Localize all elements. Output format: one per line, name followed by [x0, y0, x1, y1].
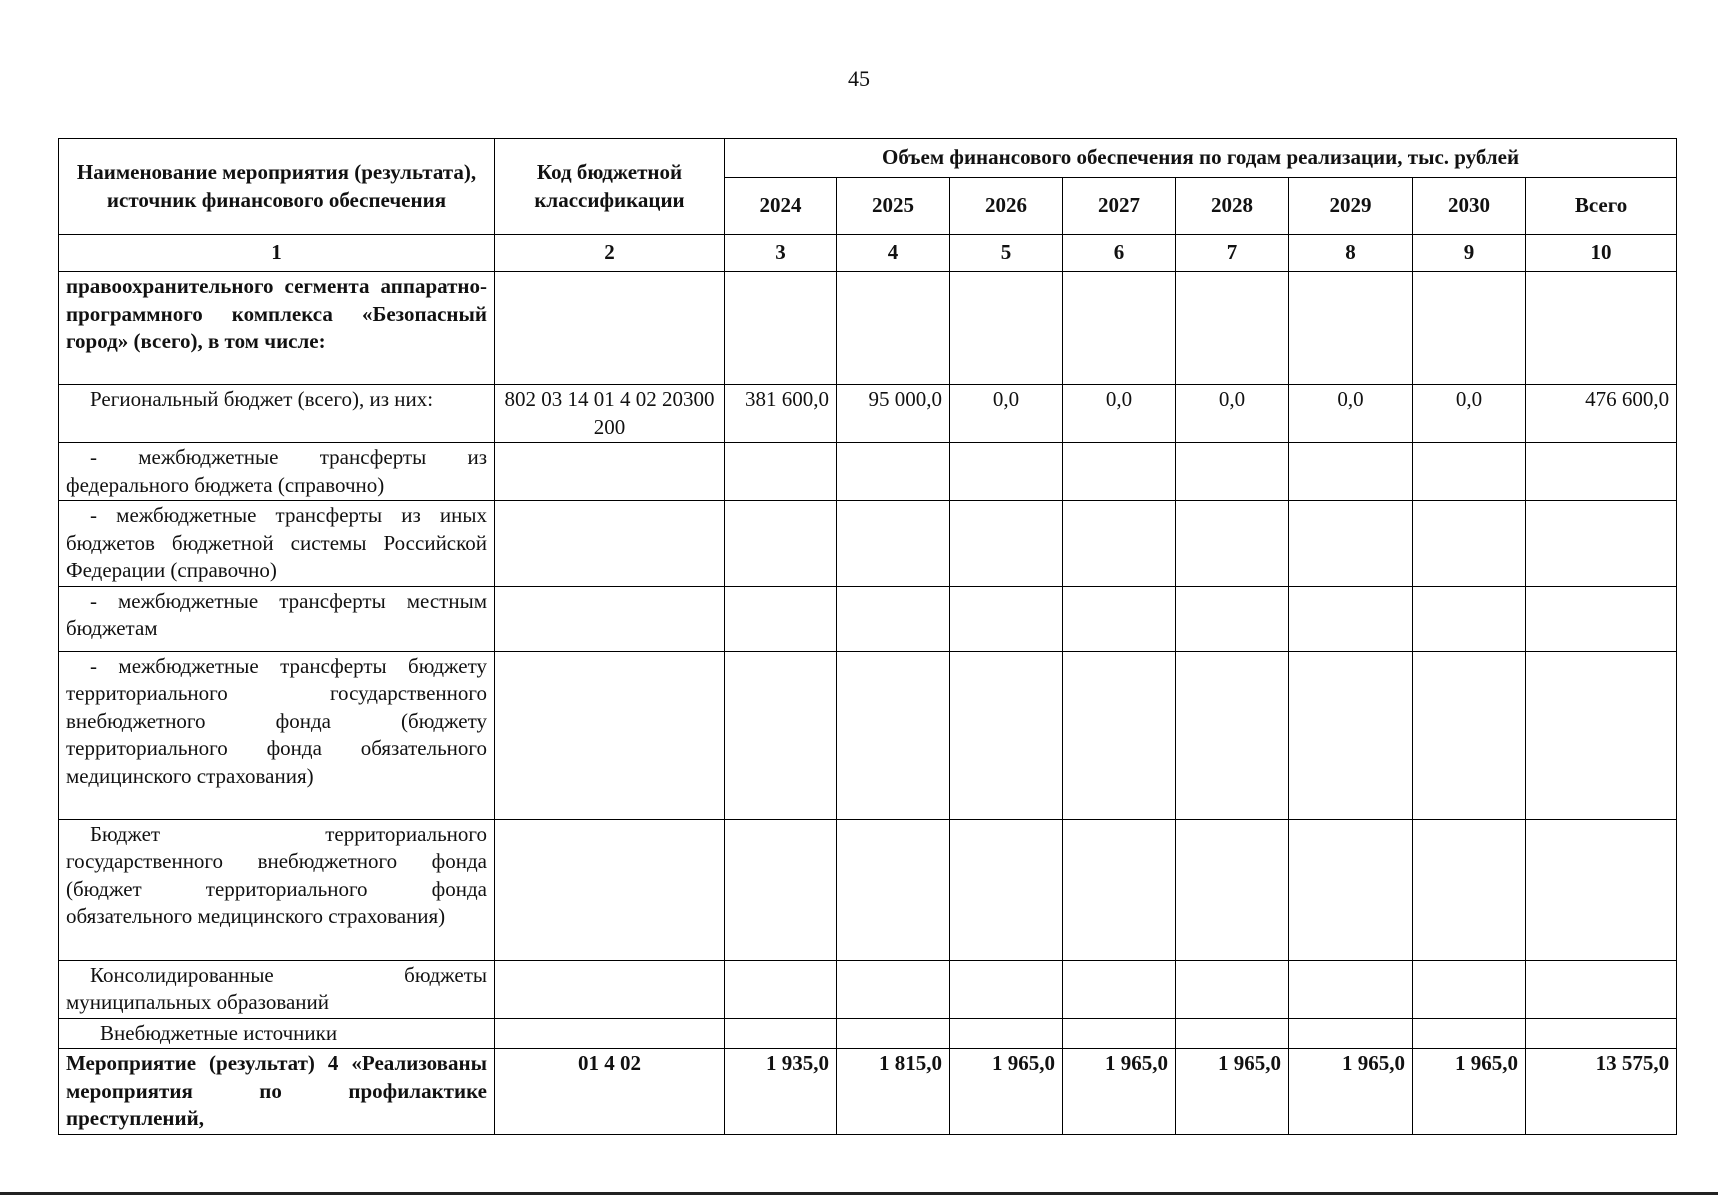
- row-code: [495, 272, 725, 385]
- scan-edge-line: [0, 1192, 1718, 1195]
- row-value: [837, 586, 950, 651]
- row-value: [1526, 1018, 1677, 1049]
- row-value: [1176, 819, 1289, 960]
- row-value: [1413, 960, 1526, 1018]
- row-code: [495, 443, 725, 501]
- table-row: [59, 1018, 1677, 1049]
- row-value: 1 815,0: [837, 1049, 950, 1135]
- row-name: Консолидированные бюджеты муниципальных образований: [59, 960, 495, 1018]
- row-value: [1063, 443, 1176, 501]
- row-value: 0,0: [1063, 385, 1176, 443]
- column-number: 8: [1289, 235, 1413, 272]
- table-row: [59, 651, 1677, 819]
- total-header: Всего: [1526, 178, 1677, 235]
- row-value: [725, 1018, 837, 1049]
- row-value: [1176, 960, 1289, 1018]
- row-value: 1 965,0: [1063, 1049, 1176, 1135]
- row-value: [1289, 651, 1413, 819]
- row-value: [1063, 651, 1176, 819]
- row-value: [1289, 819, 1413, 960]
- table-row: [59, 272, 1677, 385]
- row-value: 95 000,0: [837, 385, 950, 443]
- row-value: [1413, 443, 1526, 501]
- year-header: 2029: [1289, 178, 1413, 235]
- row-value: [725, 819, 837, 960]
- row-value: 13 575,0: [1526, 1049, 1677, 1135]
- table-row: [59, 819, 1677, 960]
- table-row: [59, 1049, 1677, 1135]
- row-value: [837, 443, 950, 501]
- row-value: [1526, 586, 1677, 651]
- row-name: - межбюджетные трансферты местным бюджетам: [59, 586, 495, 651]
- year-header: 2027: [1063, 178, 1176, 235]
- row-value: [1413, 586, 1526, 651]
- row-value: 0,0: [1289, 385, 1413, 443]
- row-value: 0,0: [950, 385, 1063, 443]
- row-value: 1 965,0: [1289, 1049, 1413, 1135]
- column-number: 1: [59, 235, 495, 272]
- header-row: [59, 139, 1677, 178]
- row-value: [1176, 651, 1289, 819]
- row-value: [1526, 960, 1677, 1018]
- row-value: [1413, 1018, 1526, 1049]
- row-value: [837, 819, 950, 960]
- table-row: [59, 501, 1677, 587]
- row-name: - межбюджетные трансферты из иных бюджетов бюджетной системы Российской Федерации (справочно): [59, 501, 495, 587]
- row-value: [950, 1018, 1063, 1049]
- column-number: 10: [1526, 235, 1677, 272]
- row-value: [1176, 1018, 1289, 1049]
- row-value: [725, 501, 837, 587]
- row-value: [1176, 501, 1289, 587]
- row-value: [725, 960, 837, 1018]
- year-header: 2024: [725, 178, 837, 235]
- row-name: правоохранительного сегмента аппаратно-программного комплекса «Безопасный город» (всего), в том числе:: [59, 272, 495, 385]
- row-value: 0,0: [1413, 385, 1526, 443]
- row-code: [495, 651, 725, 819]
- row-value: [1413, 272, 1526, 385]
- row-value: [1063, 1018, 1176, 1049]
- row-code: 802 03 14 01 4 02 20300 200: [495, 385, 725, 443]
- row-value: [725, 586, 837, 651]
- row-value: [1176, 272, 1289, 385]
- row-value: [837, 501, 950, 587]
- row-name: Мероприятие (результат) 4 «Реализованы мероприятия по профилактике преступлений,: [59, 1049, 495, 1135]
- year-header: 2030: [1413, 178, 1526, 235]
- row-value: [1526, 272, 1677, 385]
- row-value: [1289, 501, 1413, 587]
- row-value: [950, 960, 1063, 1018]
- table-row: [59, 443, 1677, 501]
- row-value: [950, 443, 1063, 501]
- column-number: 7: [1176, 235, 1289, 272]
- row-value: [1063, 819, 1176, 960]
- row-value: [1176, 586, 1289, 651]
- row-value: [1413, 819, 1526, 960]
- row-value: [837, 272, 950, 385]
- row-value: [950, 586, 1063, 651]
- financing-table: [58, 138, 1677, 1135]
- year-header: 2026: [950, 178, 1063, 235]
- column-numbers-row: [59, 235, 1677, 272]
- row-value: [1289, 1018, 1413, 1049]
- row-value: 1 965,0: [1176, 1049, 1289, 1135]
- row-value: 1 935,0: [725, 1049, 837, 1135]
- row-value: [950, 651, 1063, 819]
- row-value: [1526, 819, 1677, 960]
- column-number: 2: [495, 235, 725, 272]
- column-number: 5: [950, 235, 1063, 272]
- row-value: [950, 272, 1063, 385]
- row-value: [837, 1018, 950, 1049]
- row-value: [1063, 501, 1176, 587]
- row-value: [837, 960, 950, 1018]
- row-value: 1 965,0: [950, 1049, 1063, 1135]
- row-value: [1289, 960, 1413, 1018]
- row-value: [1413, 501, 1526, 587]
- row-value: 1 965,0: [1413, 1049, 1526, 1135]
- row-code: 01 4 02: [495, 1049, 725, 1135]
- row-name: - межбюджетные трансферты из федерального бюджета (справочно): [59, 443, 495, 501]
- row-value: 381 600,0: [725, 385, 837, 443]
- row-code: [495, 501, 725, 587]
- row-name: - межбюджетные трансферты бюджету территориального государственного внебюджетного фонда (бюджету территориального фонда обязательного медицинского страхования): [59, 651, 495, 819]
- column-header-code: Код бюджетной классификации: [495, 139, 725, 235]
- table-row: [59, 586, 1677, 651]
- row-code: [495, 960, 725, 1018]
- column-header-name: Наименование мероприятия (результата), источник финансового обеспечения: [59, 139, 495, 235]
- row-value: [1526, 501, 1677, 587]
- row-value: 476 600,0: [1526, 385, 1677, 443]
- row-value: [1289, 272, 1413, 385]
- row-value: [837, 651, 950, 819]
- row-value: [1063, 272, 1176, 385]
- row-value: [950, 819, 1063, 960]
- row-value: [1413, 651, 1526, 819]
- row-value: [1526, 443, 1677, 501]
- row-code: [495, 819, 725, 960]
- column-number: 4: [837, 235, 950, 272]
- row-name: Бюджет территориального государственного внебюджетного фонда (бюджет территориального фонда обязательного медицинского страхования): [59, 819, 495, 960]
- row-value: [725, 443, 837, 501]
- row-value: [1289, 443, 1413, 501]
- column-number: 9: [1413, 235, 1526, 272]
- row-code: [495, 586, 725, 651]
- row-value: [1063, 960, 1176, 1018]
- table-row: [59, 385, 1677, 443]
- page-number: 45: [848, 66, 870, 91]
- year-header: 2025: [837, 178, 950, 235]
- year-header: 2028: [1176, 178, 1289, 235]
- column-header-volume: Объем финансового обеспечения по годам реализации, тыс. рублей: [725, 139, 1677, 178]
- row-code: [495, 1018, 725, 1049]
- column-number: 6: [1063, 235, 1176, 272]
- row-value: [1176, 443, 1289, 501]
- row-value: [1289, 586, 1413, 651]
- row-name: Внебюджетные источники: [59, 1018, 495, 1049]
- row-value: [725, 272, 837, 385]
- row-value: [1063, 586, 1176, 651]
- table-row: [59, 960, 1677, 1018]
- row-value: [725, 651, 837, 819]
- column-number: 3: [725, 235, 837, 272]
- row-value: [1526, 651, 1677, 819]
- row-value: [950, 501, 1063, 587]
- row-name: Региональный бюджет (всего), из них:: [59, 385, 495, 443]
- row-value: 0,0: [1176, 385, 1289, 443]
